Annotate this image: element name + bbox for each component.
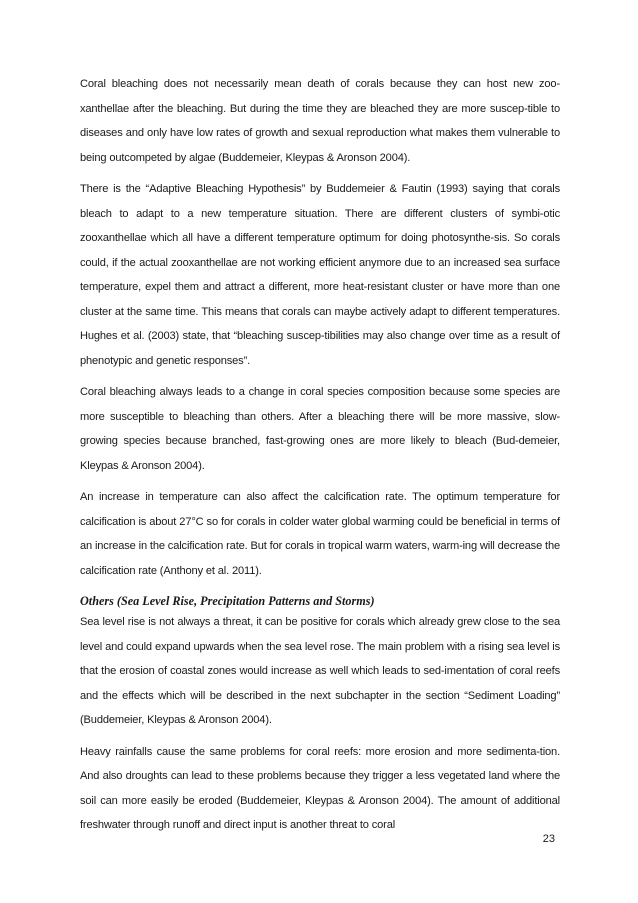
page-number: 23 bbox=[542, 833, 555, 845]
paragraph-coral-bleaching-death: Coral bleaching does not necessarily mean death of corals because they can host new zoo-xanthellae after the bleaching. But during the time they are bleached they are more suscep-tible to diseases and only have low rates of growth and sexual reproduction what makes them vulnerable to being outcompeted by algae (Buddemeier, Kleypas & Aronson 2004). bbox=[80, 78, 560, 164]
paragraph-species-composition: Coral bleaching always leads to a change in coral species composition because some species are more susceptible to bleaching than others. After a bleaching there will be more massive, slow-growing species because branched, fast-growing ones are more likely to bleach (Bud-demeier, Kleypas & Aronson 2004). bbox=[80, 386, 560, 472]
section-heading: Others (Sea Level Rise, Precipitation Patterns and Storms) bbox=[80, 594, 375, 608]
paragraph-sea-level-rise: Sea level rise is not always a threat, it can be positive for corals which already grew close to the sea level and could expand upwards when the sea level rose. The main problem with a rising sea level is that the erosion of coastal zones would increase as well which leads to sed-imentation of coral reefs and the effects which will be described in the next subchapter in the section “Sediment Loading” (Buddemeier, Kleypas & Aronson 2004). bbox=[80, 616, 560, 726]
paragraph-heavy-rainfalls: Heavy rainfalls cause the same problems for coral reefs: more erosion and more sedimenta-tion. And also droughts can lead to these problems because they trigger a less vegetated land where the soil can more easily be eroded (Buddemeier, Kleypas & Aronson 2004). The amount of additional freshwater through runoff and direct input is another threat to coral bbox=[80, 745, 560, 831]
paragraph-calcification-rate: An increase in temperature can also affect the calcification rate. The optimum temperature for calcification is about 27°C so for corals in colder water global warming could be beneficial in terms of an increase in the calcification rate. But for corals in tropical warm waters, warm-ing will decrease the calcification rate (Anthony et al. 2011). bbox=[80, 491, 560, 577]
page-body bbox=[80, 72, 560, 845]
paragraph-adaptive-bleaching-hypothesis: There is the “Adaptive Bleaching Hypothesis” by Buddemeier & Fautin (1993) saying that corals bleach to adapt to a new temperature situation. There are different clusters of symbi-otic zooxanthellae which all have a different temperature optimum for doing photosynthe-sis. So corals could, if the actual zooxanthellae are not working efficient anymore due to an increased sea surface temperature, expel them and attract a different, more heat-resistant cluster or have more than one cluster at the same time. This means that corals can maybe actively adapt to different temperatures. Hughes et al. (2003) state, that “bleaching suscep-tibilities may also change over time as a result of phenotypic and genetic responses”. bbox=[80, 183, 560, 367]
